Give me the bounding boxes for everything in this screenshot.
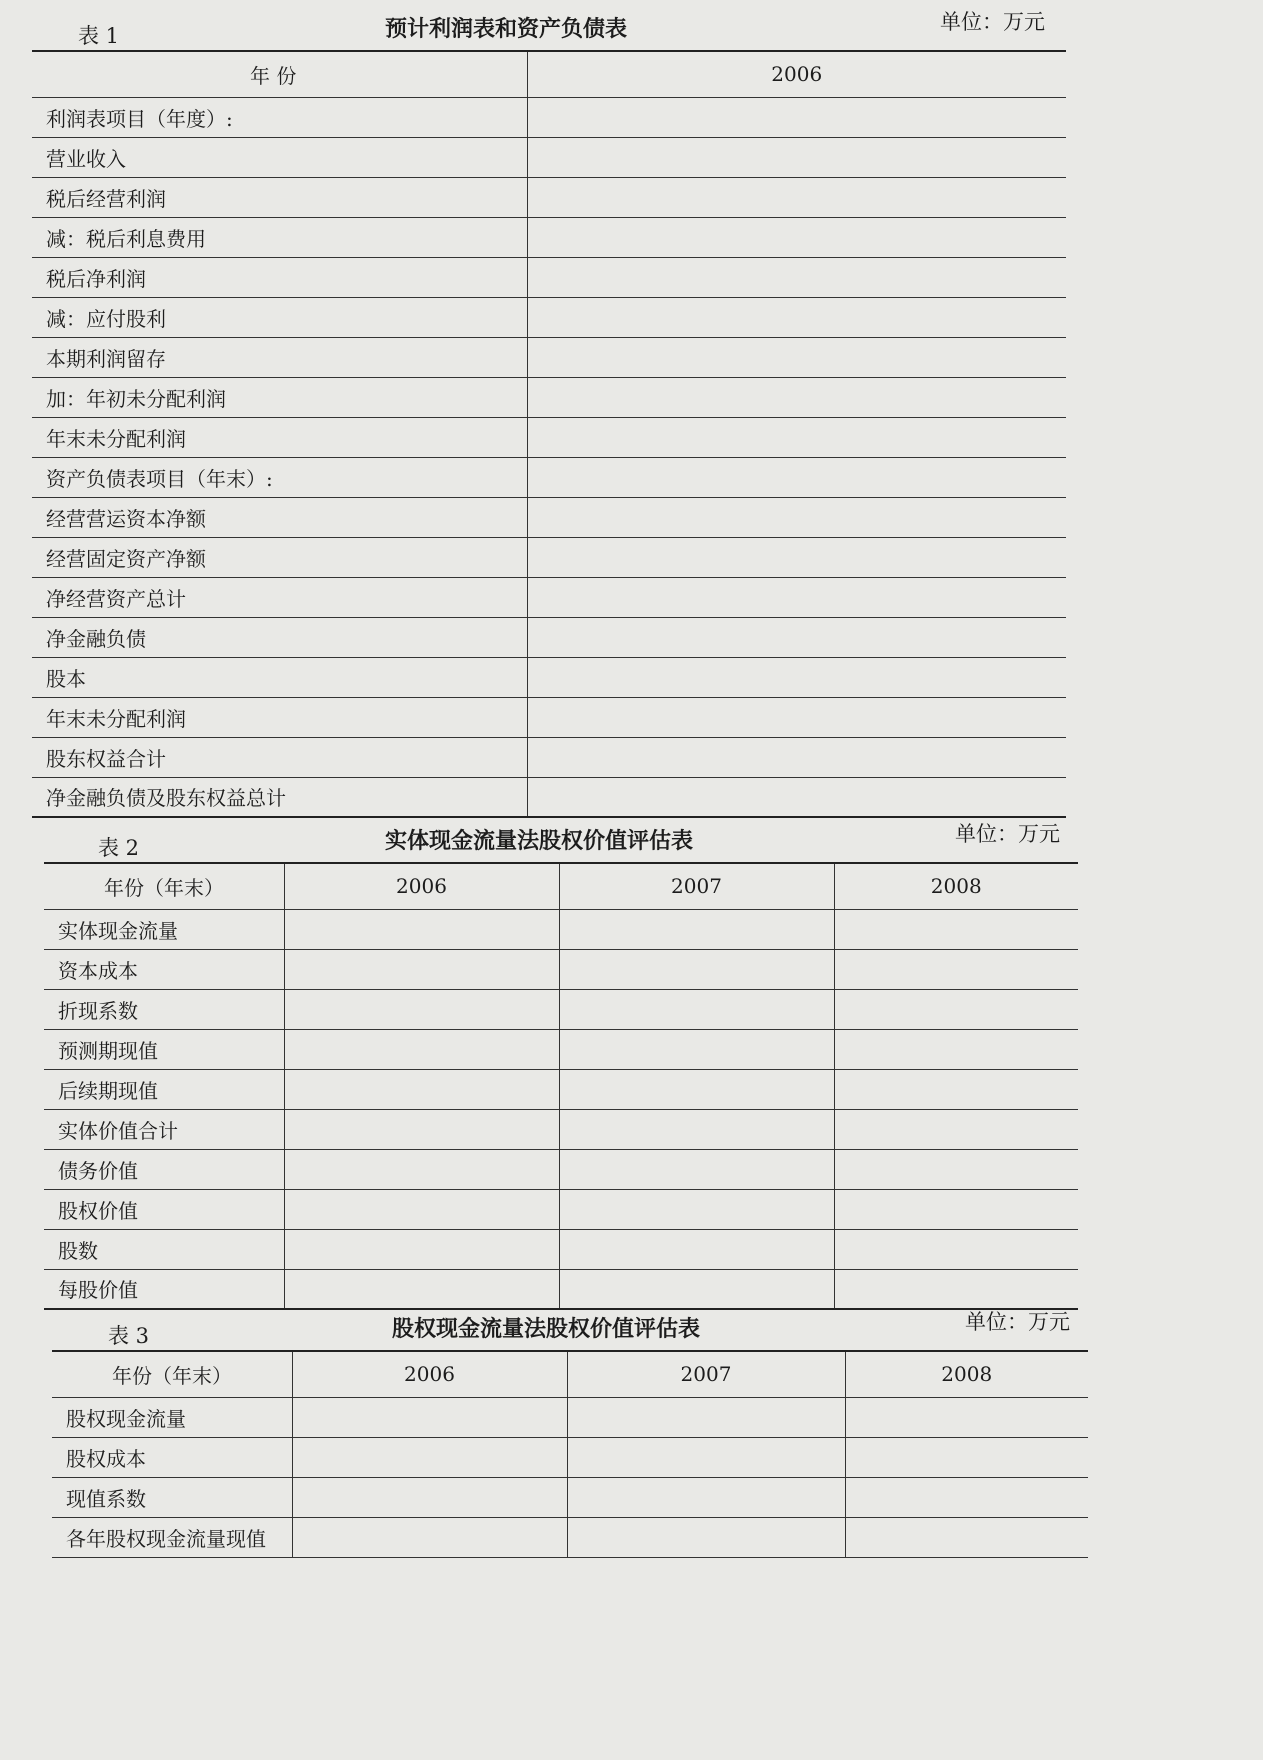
row-label: 年末未分配利润 — [32, 417, 277, 457]
table2-unit: 单位：万元 — [955, 822, 1060, 846]
table-cell — [527, 777, 1066, 817]
table1 — [32, 50, 1066, 818]
table2-header-2008: 2008 — [834, 863, 1078, 909]
table-row — [32, 577, 1066, 617]
table3-header-2007: 2007 — [567, 1351, 845, 1397]
table2-header-row — [44, 863, 1078, 909]
table-row — [32, 697, 1066, 737]
table2-header-year: 年份（年末） — [44, 863, 284, 909]
row-label: 预测期现值 — [44, 1029, 284, 1069]
table-cell — [527, 417, 1066, 457]
table-row — [32, 297, 1066, 337]
table-cell — [527, 657, 1066, 697]
table1-header-year: 年 份 — [32, 51, 277, 97]
table-cell — [527, 497, 1066, 537]
table3-header-2006: 2006 — [292, 1351, 567, 1397]
table-cell — [527, 97, 1066, 137]
table3-header-row — [52, 1351, 1088, 1397]
row-label: 债务价值 — [44, 1149, 284, 1189]
table-cell — [527, 377, 1066, 417]
table-row — [44, 1029, 1078, 1069]
table-cell — [527, 137, 1066, 177]
row-label: 股本 — [32, 657, 277, 697]
table-cell — [527, 217, 1066, 257]
table-row — [52, 1477, 1088, 1517]
table2 — [44, 862, 1078, 1310]
table3-label: 表 3 — [108, 1324, 150, 1348]
table3 — [52, 1350, 1088, 1558]
table-row — [44, 909, 1078, 949]
table3-unit: 单位：万元 — [965, 1310, 1070, 1334]
table-cell — [527, 617, 1066, 657]
row-label: 资本成本 — [44, 949, 284, 989]
table1-unit: 单位：万元 — [940, 10, 1045, 34]
row-label: 每股价值 — [44, 1269, 284, 1309]
table-row — [44, 1189, 1078, 1229]
row-label: 经营固定资产净额 — [32, 537, 277, 577]
row-label: 实体价值合计 — [44, 1109, 284, 1149]
table-cell — [527, 697, 1066, 737]
table-cell — [527, 177, 1066, 217]
table-row — [44, 1069, 1078, 1109]
table-row — [44, 1109, 1078, 1149]
row-label: 减：应付股利 — [32, 297, 277, 337]
table-row — [44, 989, 1078, 1029]
row-label: 股权成本 — [52, 1437, 292, 1477]
table-row — [32, 617, 1066, 657]
table-row — [32, 737, 1066, 777]
row-label: 股数 — [44, 1229, 284, 1269]
row-label: 净金融负债及股东权益总计 — [32, 777, 277, 817]
row-label: 加：年初未分配利润 — [32, 377, 277, 417]
table-cell — [527, 257, 1066, 297]
table-row — [32, 657, 1066, 697]
table3-title: 股权现金流量法股权价值评估表 — [392, 1316, 701, 1342]
row-label: 本期利润留存 — [32, 337, 277, 377]
table-cell — [527, 577, 1066, 617]
row-label: 营业收入 — [32, 137, 277, 177]
table-row — [44, 1229, 1078, 1269]
table-cell — [527, 537, 1066, 577]
row-label: 各年股权现金流量现值 — [52, 1517, 292, 1557]
table-row — [32, 217, 1066, 257]
table2-label: 表 2 — [98, 836, 140, 860]
table-row — [52, 1397, 1088, 1437]
row-label: 税后净利润 — [32, 257, 277, 297]
row-label: 净经营资产总计 — [32, 577, 277, 617]
table-row — [32, 337, 1066, 377]
table-row — [52, 1437, 1088, 1477]
row-label: 资产负债表项目（年末）: — [32, 457, 277, 497]
table2-header-2006: 2006 — [284, 863, 559, 909]
row-label: 经营营运资本净额 — [32, 497, 277, 537]
table2-header-2007: 2007 — [559, 863, 834, 909]
row-label: 年末未分配利润 — [32, 697, 277, 737]
row-label: 税后经营利润 — [32, 177, 277, 217]
row-label: 减：税后利息费用 — [32, 217, 277, 257]
row-label: 现值系数 — [52, 1477, 292, 1517]
row-label: 折现系数 — [44, 989, 284, 1029]
table-cell — [527, 337, 1066, 377]
table-row — [32, 537, 1066, 577]
table-row — [32, 777, 1066, 817]
table-row — [44, 949, 1078, 989]
table-cell — [527, 737, 1066, 777]
table-row — [32, 497, 1066, 537]
table-row — [52, 1517, 1088, 1557]
table-cell — [527, 297, 1066, 337]
table-row — [32, 177, 1066, 217]
row-label: 实体现金流量 — [44, 909, 284, 949]
table3-header-2008: 2008 — [845, 1351, 1088, 1397]
table1-label: 表 1 — [78, 24, 120, 48]
row-label: 后续期现值 — [44, 1069, 284, 1109]
row-label: 净金融负债 — [32, 617, 277, 657]
row-label: 利润表项目（年度）: — [32, 97, 277, 137]
table-row — [32, 377, 1066, 417]
table-row — [44, 1149, 1078, 1189]
table3-header-year: 年份（年末） — [52, 1351, 292, 1397]
table-row — [32, 417, 1066, 457]
table-row — [44, 1269, 1078, 1309]
table1-title: 预计利润表和资产负债表 — [385, 16, 628, 42]
table2-title: 实体现金流量法股权价值评估表 — [385, 828, 694, 854]
table-row — [32, 137, 1066, 177]
table1-header-row — [32, 51, 1066, 97]
table1-header-blank — [277, 51, 527, 97]
table-row — [32, 257, 1066, 297]
row-label: 股东权益合计 — [32, 737, 277, 777]
table1-header-2006: 2006 — [527, 51, 1066, 97]
table-cell — [527, 457, 1066, 497]
table-row — [32, 97, 1066, 137]
table-row — [32, 457, 1066, 497]
row-label: 股权价值 — [44, 1189, 284, 1229]
row-label: 股权现金流量 — [52, 1397, 292, 1437]
